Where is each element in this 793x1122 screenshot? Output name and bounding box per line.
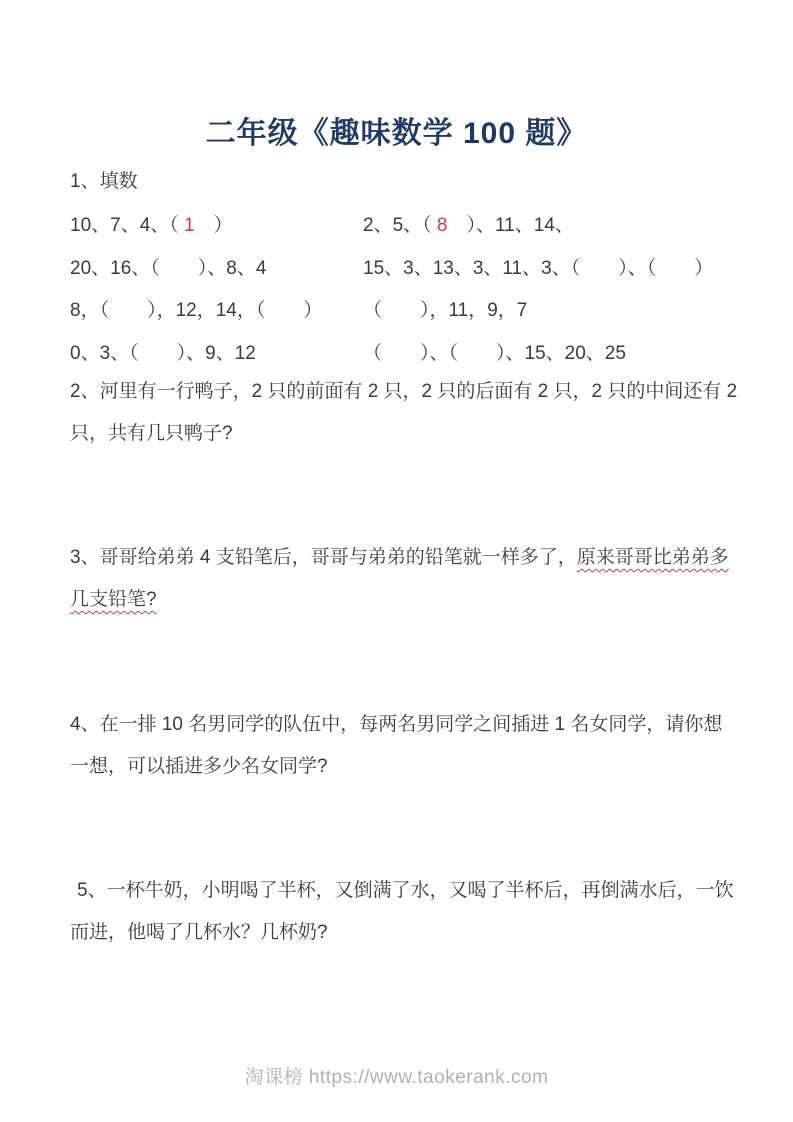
problem-4-line-2: 一想，可以插进多少名女同学? bbox=[70, 756, 328, 777]
problem-3-line-2 bbox=[70, 585, 729, 627]
problem-2-line-1: 2、河里有一行鸭子，2 只的前面有 2 只，2 只的后面有 2 只，2 只的中间还有 2 bbox=[70, 381, 738, 402]
section-1-label: 1、填数 bbox=[70, 171, 138, 192]
problem-5 bbox=[70, 876, 734, 960]
problem-4-line-1: 4、在一排 10 名男同学的队伍中，每两名男同学之间插进 1 名女同学，请你想 bbox=[70, 714, 723, 735]
sequence-text: ）、11、14、 bbox=[447, 215, 574, 236]
problem-5-line-2: 而进，他喝了几杯水？几杯奶? bbox=[70, 922, 328, 943]
fill-row-1 bbox=[70, 210, 750, 237]
fill-row-3 bbox=[70, 295, 750, 322]
fill-row-1-right bbox=[363, 210, 574, 237]
problem-5-line-1: 5、一杯牛奶，小明喝了半杯，又倒满了水，又喝了半杯后，再倒满水后，一饮 bbox=[77, 880, 734, 901]
page-title: 二年级《趣味数学 100 题》 bbox=[205, 117, 588, 150]
answer-red: 1 bbox=[184, 215, 195, 236]
fill-row-3-right: （ ），11，9，7 bbox=[363, 300, 528, 321]
problem-3-line-1 bbox=[70, 543, 729, 585]
fill-row-1-left bbox=[70, 215, 233, 236]
problem-2-line-2: 只，共有几只鸭子? bbox=[70, 423, 233, 444]
fill-row-2 bbox=[70, 253, 750, 280]
footer-watermark: 淘课榜 https://www.taokerank.com bbox=[244, 1067, 549, 1088]
fill-row-4-right: （ ）、（ ）、15、20、25 bbox=[363, 343, 626, 364]
problem-3 bbox=[70, 543, 729, 627]
problem-4 bbox=[70, 710, 722, 794]
fill-row-2-right: 15、3、13、3、11、3、（ ）、（ ） bbox=[363, 258, 714, 279]
sequence-text: 10、7、4、（ bbox=[70, 215, 185, 236]
fill-row-4-left: 0、3、（ ）、9、12 bbox=[70, 343, 256, 364]
answer-red: 8 bbox=[436, 215, 448, 236]
problem-3-text: 3、哥哥给弟弟 4 支铅笔后，哥哥与弟弟的铅笔就一样多了， bbox=[70, 547, 577, 568]
fill-row-3-left: 8，（ ），12，14，（ ） bbox=[70, 300, 323, 321]
fill-row-2-left: 20、16、（ ）、8、4 bbox=[70, 258, 267, 279]
sequence-text: ） bbox=[194, 215, 233, 236]
problem-3-spellcheck-text: 几支铅笔? bbox=[70, 589, 157, 610]
sequence-text: 2、5、（ bbox=[363, 215, 437, 236]
problem-2 bbox=[70, 377, 737, 461]
problem-3-spellcheck-text: 原来哥哥比弟弟多 bbox=[576, 547, 729, 568]
fill-row-4 bbox=[70, 338, 750, 365]
